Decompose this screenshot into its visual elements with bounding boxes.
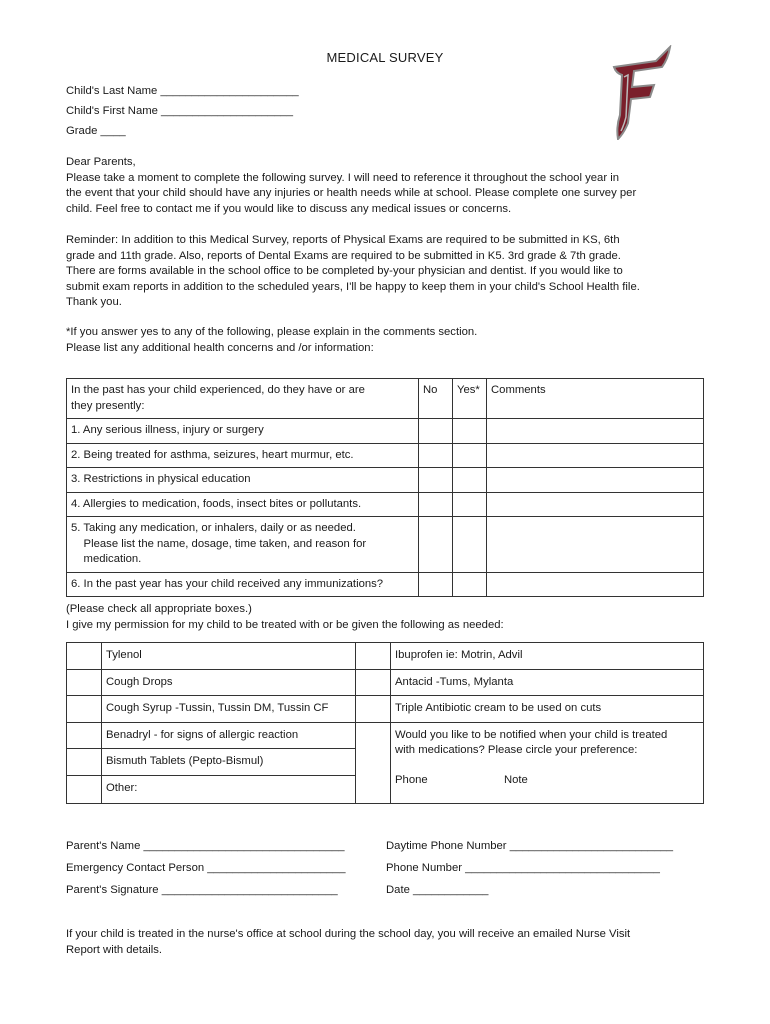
medication-label: Bismuth Tablets (Pepto-Bismul): [102, 749, 356, 776]
table-row: [67, 722, 704, 749]
medication-label: Benadryl - for signs of allergic reaction: [102, 722, 356, 749]
parent-name-field[interactable]: Parent's Name ________________________________: [66, 840, 345, 852]
comments-input[interactable]: [487, 517, 704, 573]
child-last-name-field[interactable]: Child's Last Name ______________________: [66, 85, 299, 97]
comments-input[interactable]: [487, 443, 704, 468]
question-header: In the past has your child experienced, do they have or are they presently:: [67, 379, 419, 419]
no-checkbox[interactable]: [419, 443, 453, 468]
date-field[interactable]: Date ____________: [386, 884, 489, 896]
yes-checkbox[interactable]: [453, 419, 487, 444]
medication-label: Ibuprofen ie: Motrin, Advil: [391, 643, 704, 670]
question-cell: 6. In the past year has your child received any immunizations?: [67, 572, 419, 597]
yes-checkbox[interactable]: [453, 517, 487, 573]
table-row: [67, 669, 704, 696]
phone-number-field[interactable]: Phone Number _______________________________: [386, 862, 660, 874]
cough-drops-checkbox[interactable]: [67, 669, 102, 696]
instruction-line: *If you answer yes to any of the following, please explain in the comments section.: [66, 326, 478, 338]
permission-intro: [66, 602, 706, 633]
yes-column-header: Yes*: [453, 379, 487, 419]
benadryl-checkbox[interactable]: [67, 722, 102, 749]
medication-label: Cough Syrup -Tussin, Tussin DM, Tussin CF: [102, 696, 356, 723]
school-logo-f: [604, 45, 674, 140]
table-header-row: [67, 379, 704, 419]
reminder-line: Thank you.: [66, 296, 122, 309]
permission-line: I give my permission for my child to be treated with or be given the following as needed:: [66, 618, 504, 631]
parent-signature-field[interactable]: Parent's Signature ____________________________: [66, 884, 338, 896]
no-checkbox[interactable]: [419, 492, 453, 517]
comments-input[interactable]: [487, 468, 704, 493]
notify-phone-option[interactable]: Phone: [395, 773, 428, 786]
footer-note: [66, 927, 706, 958]
medication-label: Tylenol: [102, 643, 356, 670]
question-cell: 2. Being treated for asthma, seizures, heart murmur, etc.: [67, 443, 419, 468]
table-row: [67, 643, 704, 670]
table-row: [67, 517, 704, 573]
notify-note-option[interactable]: Note: [503, 773, 528, 786]
reminder-line: Reminder: In addition to this Medical Survey, reports of Physical Exams are required to be submitted in KS, 6th: [66, 234, 620, 246]
tylenol-checkbox[interactable]: [67, 643, 102, 670]
no-checkbox[interactable]: [419, 517, 453, 573]
antacid-checkbox[interactable]: [356, 669, 391, 696]
letter-body: [66, 155, 706, 217]
page-title: MEDICAL SURVEY: [326, 50, 444, 65]
health-history-table: [66, 378, 704, 597]
footer-line: Report with details.: [66, 943, 163, 956]
no-column-header: No: [419, 379, 453, 419]
footer-line: If your child is treated in the nurse's office at school during the school day, you will receive an emailed Nurse Visit: [66, 928, 631, 940]
yes-checkbox[interactable]: [453, 572, 487, 597]
question-cell: 3. Restrictions in physical education: [67, 468, 419, 493]
yes-checkbox[interactable]: [453, 468, 487, 493]
question-cell: 5. Taking any medication, or inhalers, daily or as needed. Please list the name, dosage, time taken, and reason for medication.: [67, 517, 419, 573]
comments-input[interactable]: [487, 572, 704, 597]
no-checkbox[interactable]: [419, 572, 453, 597]
yes-checkbox[interactable]: [453, 443, 487, 468]
medication-label: Triple Antibiotic cream to be used on cuts: [391, 696, 704, 723]
reminder-line: grade and 11th grade. Also, reports of Dental Exams are required to be submitted in K5. 3rd grade & 7th grade.: [66, 249, 621, 262]
table-row: [67, 572, 704, 597]
notify-checkbox[interactable]: [356, 722, 391, 803]
reminder-line: There are forms available in the school office to be completed by-your physician and dentist. If you would like to: [66, 265, 623, 278]
table-row: [67, 443, 704, 468]
cough-syrup-checkbox[interactable]: [67, 696, 102, 723]
table-row: [67, 696, 704, 723]
notify-preference-cell: Would you like to be notified when your child is treated with medications? Please circle your preference: Phone Note: [391, 722, 704, 803]
question-cell: 4. Allergies to medication, foods, insect bites or pollutants.: [67, 492, 419, 517]
letter-line: child. Feel free to contact me if you would like to discuss any medical issues or concerns.: [66, 202, 512, 215]
ibuprofen-checkbox[interactable]: [356, 643, 391, 670]
grade-field[interactable]: Grade ____: [66, 125, 126, 137]
bismuth-checkbox[interactable]: [67, 749, 102, 776]
medication-permission-table: [66, 642, 704, 804]
letter-line: the event that your child should have any injuries or health needs while at school. Please complete one survey per: [66, 187, 637, 200]
other-checkbox[interactable]: [67, 775, 102, 803]
letter-line: Please take a moment to complete the following survey. I will need to reference it throughout the school year in: [66, 171, 620, 184]
question-cell: 1. Any serious illness, injury or surgery: [67, 419, 419, 444]
table-row: [67, 419, 704, 444]
medication-label: Cough Drops: [102, 669, 356, 696]
no-checkbox[interactable]: [419, 468, 453, 493]
child-first-name-field[interactable]: Child's First Name _____________________: [66, 105, 293, 117]
table-row: [67, 492, 704, 517]
greeting: Dear Parents,: [66, 156, 136, 168]
comments-input[interactable]: [487, 419, 704, 444]
reminder-paragraph: [66, 233, 706, 311]
permission-line: (Please check all appropriate boxes.): [66, 603, 252, 615]
medication-label: Antacid -Tums, Mylanta: [391, 669, 704, 696]
table-row: [67, 468, 704, 493]
comments-input[interactable]: [487, 492, 704, 517]
daytime-phone-field[interactable]: Daytime Phone Number __________________________: [386, 840, 674, 852]
instruction-line: Please list any additional health concerns and /or information:: [66, 341, 374, 354]
antibiotic-cream-checkbox[interactable]: [356, 696, 391, 723]
comments-column-header: Comments: [487, 379, 704, 419]
emergency-contact-field[interactable]: Emergency Contact Person ______________________: [66, 862, 346, 874]
no-checkbox[interactable]: [419, 419, 453, 444]
reminder-line: submit exam reports in addition to the scheduled years, I'll be happy to keep them in your child's School Health file.: [66, 280, 640, 293]
yes-checkbox[interactable]: [453, 492, 487, 517]
medication-label: Other:: [102, 775, 356, 803]
instructions: [66, 325, 706, 356]
